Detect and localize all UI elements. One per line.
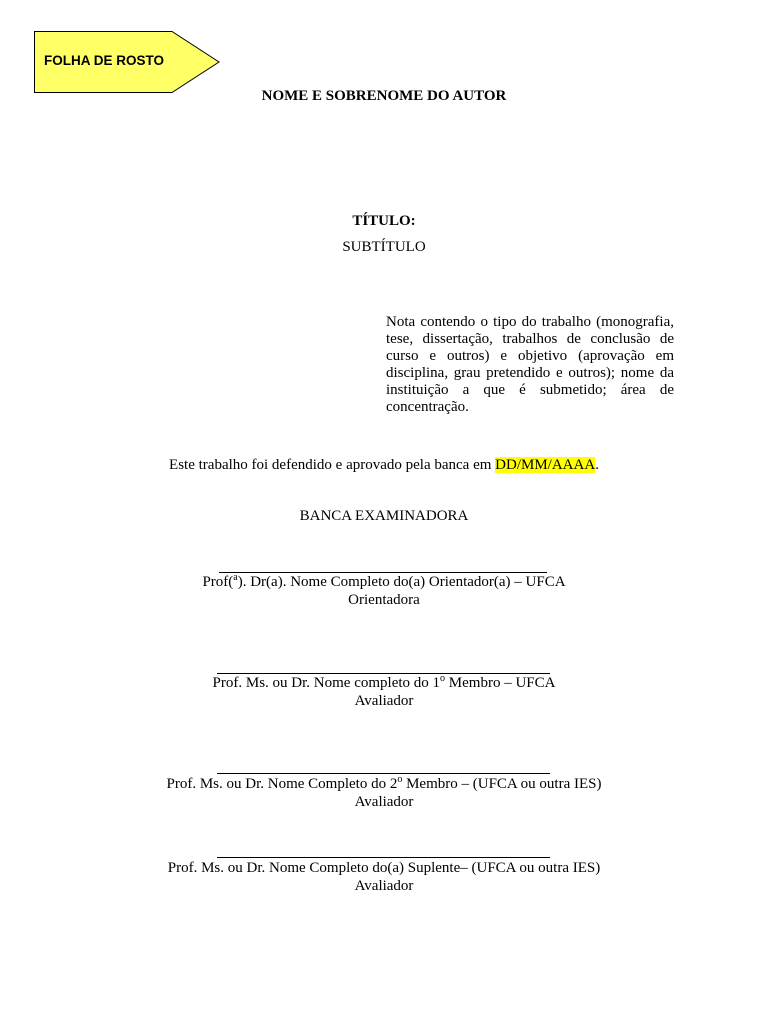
defense-date: DD/MM/AAAA (495, 457, 596, 473)
nature-note: Nota contendo o tipo do trabalho (monografia, tese, dissertação, trabalhos de conclusão de curso e outros) e objetivo (aprovação em disciplina, grau pretendido e outros); nome da instituição a que é submetido; área de concentração. (386, 314, 674, 415)
defense-suffix: . (595, 457, 599, 473)
member-name-sup: o (397, 774, 403, 785)
member-name-sup: o (440, 673, 446, 684)
committee-heading: BANCA EXAMINADORA (299, 508, 469, 524)
work-title: TÍTULO: (352, 213, 416, 229)
member-name-part: Prof( (202, 574, 234, 590)
member-name-part: Prof. Ms. ou Dr. Nome Completo do(a) Suplente– (UFCA ou outra IES) (167, 860, 601, 876)
member-role: Avaliador (354, 794, 414, 810)
member-name (0, 776, 768, 793)
member-name (0, 675, 768, 692)
member-role: Orientadora (348, 592, 420, 608)
member-name (0, 860, 768, 877)
work-subtitle: SUBTÍTULO (342, 239, 426, 255)
member-role: Avaliador (354, 878, 414, 894)
member-name-part: ). Dr(a). Nome Completo do(a) Orientador(a) – UFCA (237, 574, 566, 590)
member-name-part: Prof. Ms. ou Dr. Nome completo do 1 (212, 675, 441, 691)
signature-line (217, 857, 550, 858)
member-name-part: Membro – UFCA (445, 675, 556, 691)
signature-line (217, 673, 550, 674)
member-name-sup: a (233, 572, 238, 583)
member-name (0, 574, 768, 591)
section-arrow-label (34, 31, 220, 93)
member-name-part: Membro – (UFCA ou outra IES) (402, 776, 602, 792)
signature-line (217, 773, 550, 774)
signature-line (219, 572, 547, 573)
author-name: NOME E SOBRENOME DO AUTOR (261, 88, 507, 104)
section-label-text: FOLHA DE ROSTO (44, 53, 165, 68)
member-name-part: Prof. Ms. ou Dr. Nome Completo do 2 (166, 776, 398, 792)
defense-prefix: Este trabalho foi defendido e aprovado pela banca em (169, 457, 496, 473)
defense-statement (0, 457, 768, 474)
member-role: Avaliador (354, 693, 414, 709)
